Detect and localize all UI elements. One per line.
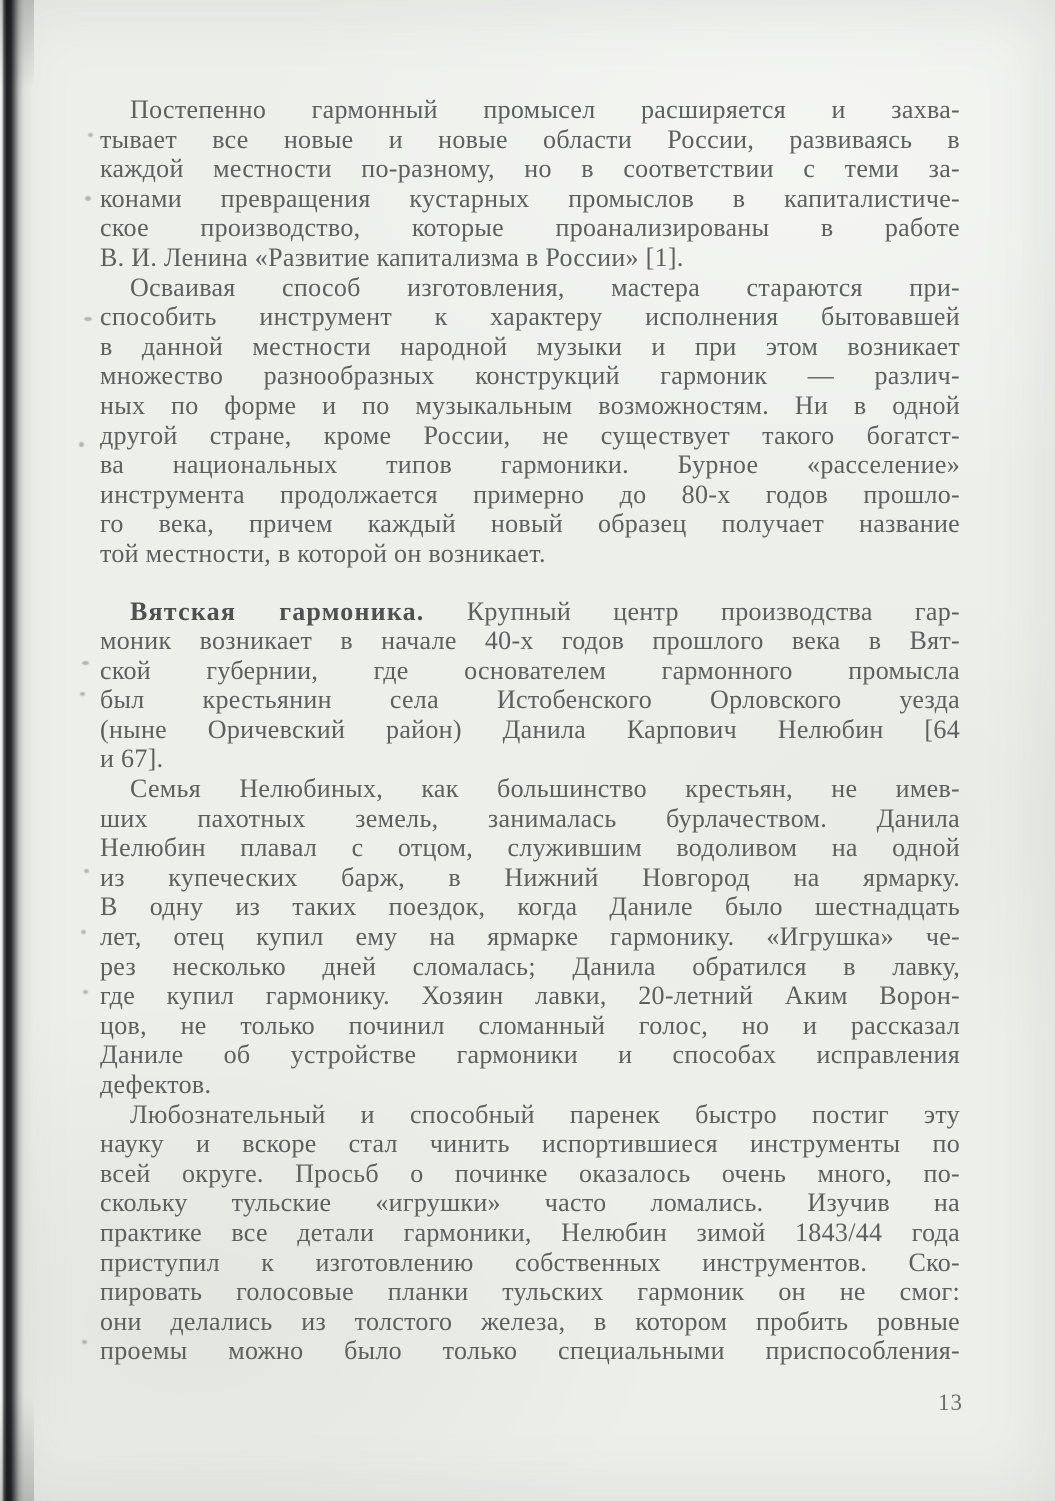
text-line: Семья Нелюбиных, как большинство крестьян, не имев- <box>130 774 960 804</box>
text-line: ших пахотных земель, занималась бурлачеством. Данила <box>100 803 960 833</box>
text-line: цов, не только починил сломанный голос, но и рассказал <box>100 1010 960 1040</box>
text-line: Даниле об устройстве гармоники и способах исправления <box>100 1040 960 1070</box>
scan-speck <box>82 661 89 665</box>
text-line: приступил к изготовлению собственных инструментов. Ско- <box>100 1247 960 1277</box>
text-line: множество разнообразных конструкций гармоник — различ- <box>100 361 960 391</box>
text-line: каждой местности по-разному, но в соответствии с теми за- <box>100 154 960 184</box>
text-line: науку и вскоре стал чинить испортившиеся инструменты по <box>100 1129 960 1159</box>
scan-speck <box>88 133 93 137</box>
text-line: конами превращения кустарных промыслов в капиталистиче- <box>100 183 960 213</box>
text-line: моник возникает в начале 40-х годов прошлого века в Вят- <box>100 626 960 656</box>
paragraph <box>100 273 960 569</box>
text-line: другой стране, кроме России, не существует такого богатст- <box>100 420 960 450</box>
text-line: дефектов. <box>100 1070 212 1099</box>
text-line: Постепенно гармонный промысел расширяется и захва- <box>130 95 960 124</box>
text-line: пировать голосовые планки тульских гармоник он не смог: <box>100 1277 960 1307</box>
text-line: Любознательный и способный паренек быстро постиг эту <box>130 1099 960 1129</box>
scan-speck <box>80 692 85 696</box>
page-number: 13 <box>938 1390 963 1415</box>
text-line: где купил гармонику. Хозяин лавки, 20-летний Аким Ворон- <box>100 981 960 1011</box>
text-line: В одну из таких поездок, когда Даниле было шестнадцать <box>100 892 960 922</box>
text-line: тывает все новые и новые области России, развиваясь в <box>100 124 960 154</box>
text-line: они делались из толстого железа, в котором пробить ровные <box>100 1306 960 1336</box>
scan-speck <box>81 930 86 934</box>
text-line: Вятская гармоника. Крупный центр производства гар- <box>130 596 960 626</box>
section-heading: Вятская гармоника. <box>130 596 425 626</box>
text-line: Нелюбин плавал с отцом, служившим водоливом на одной <box>100 833 960 863</box>
text-line: той местности, в которой он возникает. <box>100 538 546 568</box>
text-line: рез несколько дней сломалась; Данила обратился в лавку, <box>100 951 960 981</box>
scan-speck <box>84 869 89 873</box>
text-line: скольку тульские «игрушки» часто ломались. Изучив на <box>100 1188 960 1218</box>
text-block <box>100 95 960 1366</box>
text-line: был крестьянин села Истобенского Орловского уезда <box>100 685 960 715</box>
text-line: всей округе. Просьб о починке оказалось очень много, по- <box>100 1158 960 1188</box>
text-line: го века, причем каждый новый образец получает название <box>100 509 960 539</box>
paragraph <box>100 774 960 1100</box>
text-line: инструмента продолжается примерно до 80-х годов прошло- <box>100 479 960 509</box>
text-line: и 67]. <box>100 744 164 774</box>
scan-speck <box>79 442 84 447</box>
text-line: ской губернии, где основателем гармонного промысла <box>100 655 960 685</box>
paragraph <box>100 95 960 273</box>
scan-speck <box>84 317 92 321</box>
text-line: проемы можно было только специальными приспособления- <box>100 1336 960 1366</box>
text-line: (ныне Оричевский район) Данила Карпович Нелюбин [64 <box>100 714 960 744</box>
text-line: В. И. Ленина «Развитие капитализма в России» [1]. <box>100 242 684 272</box>
scan-speck <box>83 990 88 994</box>
text-line: из купеческих барж, в Нижний Новгород на ярмарку. <box>100 862 960 892</box>
book-binding-shade <box>0 0 34 1501</box>
text-line: лет, отец купил ему на ярмарке гармонику. «Игрушка» че- <box>100 922 960 952</box>
text-line: ных по форме и по музыкальным возможностям. Ни в одной <box>100 390 960 420</box>
text-line: Осваивая способ изготовления, мастера стараются при- <box>130 272 960 302</box>
scan-speck <box>82 1340 87 1344</box>
text-line: ское производство, которые проанализированы в работе <box>100 213 960 243</box>
text-line: практике все детали гармоники, Нелюбин зимой 1843/44 года <box>100 1217 960 1247</box>
paragraph <box>100 597 960 775</box>
text-line: в данной местности народной музыки и при этом возникает <box>100 331 960 361</box>
paragraph <box>100 1100 960 1366</box>
scan-speck <box>85 196 91 201</box>
text-line: ва национальных типов гармоники. Бурное «расселение» <box>100 450 960 480</box>
text-line: способить инструмент к характеру исполнения бытовавшей <box>100 302 960 332</box>
